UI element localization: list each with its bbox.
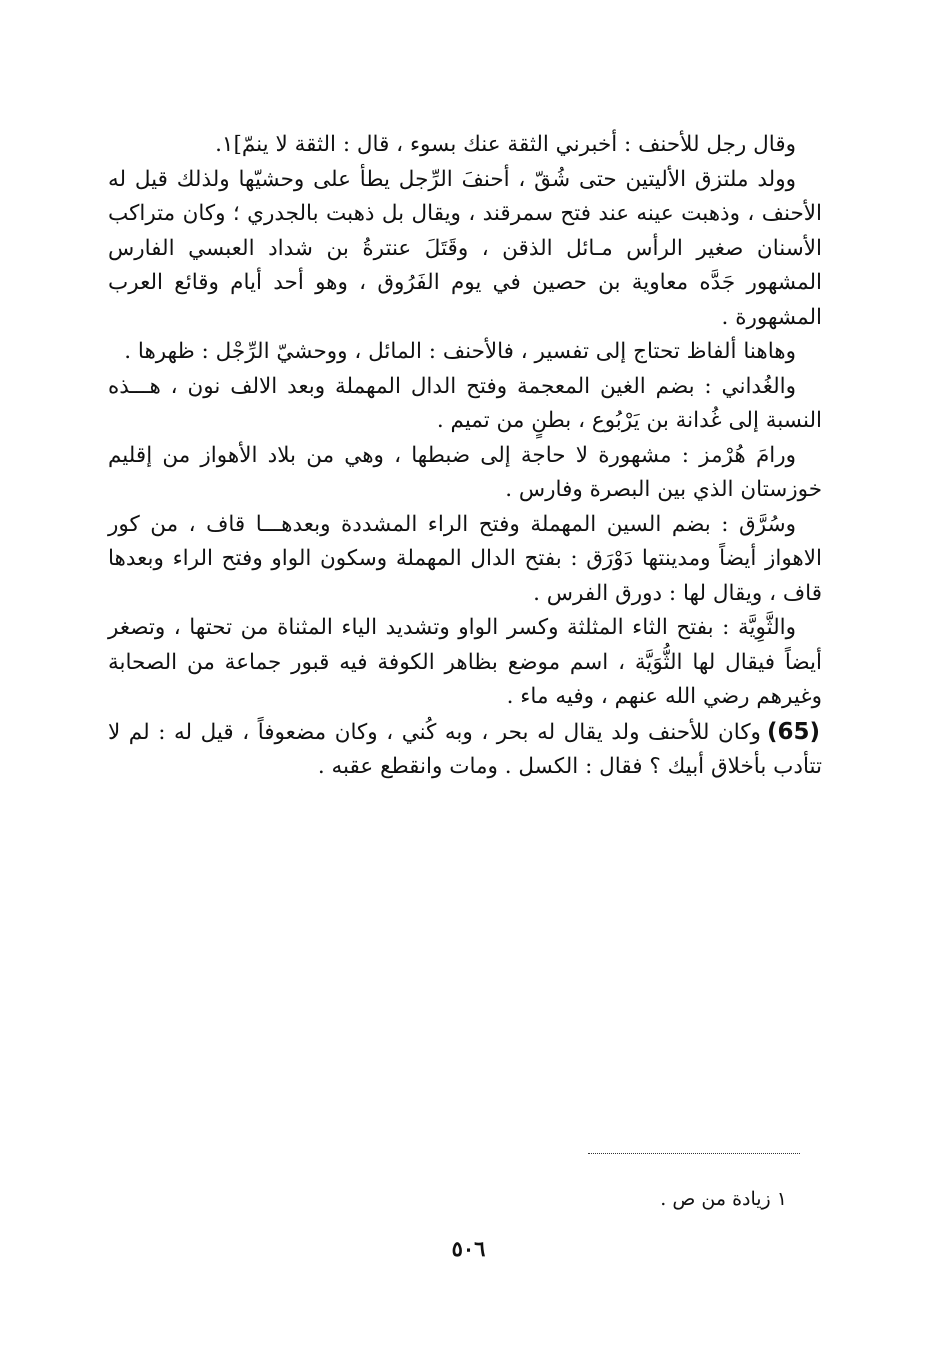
paragraph: وقال رجل للأحنف : أخبرني الثقة عنك بسوء ، قال : الثقة لا ينمّ]١.	[215, 132, 796, 157]
paragraph: وهاهنا ألفاظ تحتاج إلى تفسير ، فالأحنف : المائل ، ووحشيّ الرِّجْل : ظهرها .	[124, 339, 796, 364]
paragraph-text: وكان للأحنف ولد يقال له بحر ، وبه كُني ، وكان مضعوفاً ، قيل له : لم لا تتأدب بأخلاق أبيك ؟ فقال : الكسل . ومات وانقطع عقبه .	[108, 719, 822, 779]
paragraph: والغُداني : بضم الغين المعجمة وفتح الدال المهملة وبعد الالف نون ، هـــذه النسبة إلى غُدانة بن يَرْبُوع ، بطنٍ من تميم .	[108, 373, 822, 433]
footnote-divider	[588, 1153, 800, 1154]
page-number: ٥٠٦	[451, 1236, 486, 1261]
main-text	[108, 128, 822, 785]
paragraph: وولد ملتزق الأليتين حتى شُقّ ، أحنفَ الرِّجل يطأ على وحشيّها ولذلك قيل له الأحنف ، وذهبت عينه عند فتح سمرقند ، ويقال بل ذهبت بالجدري ؛ وكان متراكب الأسنان صغير الرأس مـائل الذقن ، وقَتَلَ عنترةُ بن شداد العبسي الفارس المشهور جَدَّه معاوية بن حصين في يوم الفَرُوق ، وهو أحد أيام وقائع العرب المشهورة .	[108, 166, 822, 330]
paragraph: ورامَ هُرْمز : مشهورة لا حاجة إلى ضبطها ، وهي من بلاد الأهواز من إقليم خوزستان الذي بين البصرة وفارس .	[108, 442, 822, 502]
paragraph: وسُرَّق : بضم السين المهملة وفتح الراء المشددة وبعدهـــا قاف ، من كور الاهواز أيضاً ومدينتها دَوْرَق : بفتح الدال المهملة وسكون الواو وفتح الراء وبعدها قاف ، ويقال لها : دورق الفرس .	[108, 511, 822, 606]
marginal-number: (65)	[766, 718, 820, 745]
footnote: ١ زيادة من ص .	[660, 1188, 787, 1210]
paragraph: والثَّوِيَّة : بفتح الثاء المثلثة وكسر الواو وتشديد الياء المثناة من تحتها ، وتصغر أيضاً فيقال لها الثُّوَيَّة ، اسم موضع بظاهر الكوفة فيه قبور جماعة من الصحابة وغيرهم رضي الله عنهم ، وفيه ماء .	[108, 615, 822, 709]
paragraph-with-number	[108, 715, 822, 785]
